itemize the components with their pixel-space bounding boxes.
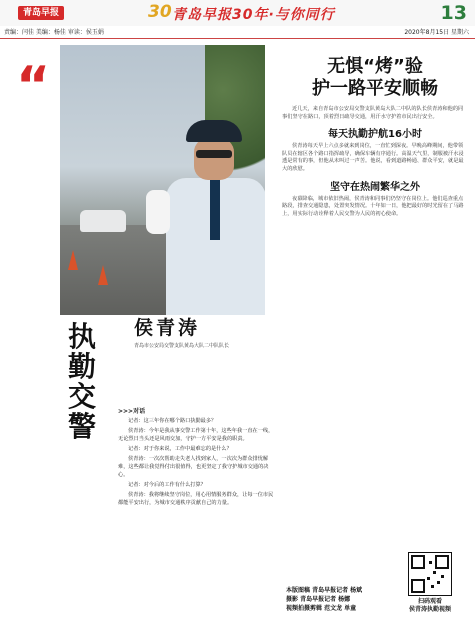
intro-paragraph: 近几天，来自青岛市公安局交警支队黄岛大队二中队的队长侯青涛和他的同事们坚守在路口，顶着烈日疏导交通，用汗水守护着市民出行安全。 bbox=[282, 106, 464, 120]
credit-line: 本版图稿 青岛早报记者 杨斌 bbox=[286, 587, 363, 594]
vertical-title-char: 警 bbox=[67, 410, 96, 443]
editor-bar bbox=[0, 27, 475, 39]
anniversary-slogan: 青岛早报30年·与你同行 bbox=[172, 7, 335, 23]
photo-credits bbox=[286, 586, 406, 613]
traffic-cone-icon bbox=[68, 250, 78, 270]
issue-date: 2020年8月15日 星期六 bbox=[404, 29, 469, 36]
interview-answer: 侯青涛：今年是我从事交警工作第十年，这些年我一直在一线，无论烈日当头还是风雨交加，守护一方平安是我的职责。 bbox=[118, 428, 274, 442]
subject-description: 青岛市公安局交警支队黄岛大队二中队队长 bbox=[134, 343, 230, 349]
credit-line: 视频拍摄剪辑 范文龙 单童 bbox=[286, 605, 357, 612]
headline-line-1: 无惧“烤”验 bbox=[327, 56, 423, 77]
vertical-title bbox=[56, 322, 108, 442]
interview-question: 记者：对今后的工作有什么打算？ bbox=[128, 482, 206, 488]
interview-answer: 侯青涛：一次次帮助走失老人找到家人，一次次为群众排忧解难，这些都让我觉得付出很值得，也更坚定了我守护城市交通的决心。 bbox=[118, 456, 269, 478]
section-heading: 坚守在热闹繁华之外 bbox=[330, 181, 420, 193]
qr-caption: 扫码观看 侯青涛执勤视频 bbox=[408, 598, 451, 613]
officer-photo bbox=[60, 45, 265, 315]
officer-face bbox=[194, 138, 234, 180]
article-body bbox=[282, 143, 468, 173]
vertical-title-char: 执 bbox=[67, 320, 96, 353]
officer-figure bbox=[160, 120, 265, 315]
qr-code-icon[interactable] bbox=[408, 552, 452, 596]
interview-section bbox=[118, 408, 278, 509]
officer-tie bbox=[210, 180, 220, 240]
headline-line-2: 护一路平安顺畅 bbox=[312, 78, 438, 99]
car-shape bbox=[80, 210, 126, 232]
vertical-title-char: 交 bbox=[67, 380, 96, 413]
article-headline bbox=[282, 56, 468, 100]
quote-mark-icon: “ bbox=[16, 56, 51, 116]
subject-name: 侯青涛 bbox=[134, 317, 201, 339]
officer-glasses bbox=[196, 150, 232, 158]
interview-header: >>>对话 bbox=[118, 408, 146, 415]
traffic-cone-icon bbox=[98, 265, 108, 285]
article-body bbox=[282, 196, 468, 219]
masthead-banner bbox=[0, 0, 475, 26]
interview-question: 记者：对于你来说，工作中最难忘的是什么？ bbox=[128, 446, 232, 452]
interview-question: 记者：这三年你在哪个路口执勤最多？ bbox=[128, 418, 217, 424]
body-paragraph: 夜幕降临，城市依旧热闹，侯青涛和同事们仍坚守在岗位上。他们巡查重点路段，排查交通隐患，处置突发情况。十年如一日，他把最好的时光留在了马路上，用实际行动诠释着人民交警为人民的初心使命。 bbox=[282, 195, 464, 217]
vertical-title-char: 勤 bbox=[67, 350, 96, 383]
editor-credits: 责编：闫佳 美编：杨佳 审读：侯玉娟 bbox=[4, 29, 104, 36]
article-column bbox=[282, 56, 468, 218]
interview-answer: 侯青涛：我将继续坚守岗位，用心用情服务群众，让每一位市民都能平安出行，为城市交通秩序贡献自己的力量。 bbox=[118, 492, 274, 506]
body-paragraph: 侯青涛每天早上六点多就来到岗位，一直忙到深夜。早晚高峰期间，他带领队员在辖区各个路口指挥疏导，确保车辆有序通行。高温天气里，制服被汗水浸透是常有的事，但他从未叫过一声苦。他说，看到道路畅通、群众平安，就是最大的欣慰。 bbox=[282, 143, 464, 172]
officer-gloved-hand bbox=[146, 190, 170, 234]
article-intro bbox=[282, 106, 468, 121]
section-heading: 每天执勤护航16小时 bbox=[328, 129, 422, 141]
officer-cap bbox=[186, 120, 242, 142]
page-number: 13 bbox=[440, 2, 467, 24]
anniversary-number: 30 bbox=[148, 2, 172, 22]
newspaper-logo: 青岛早报 bbox=[18, 6, 64, 20]
credit-line: 摄影 青岛早报记者 杨娜 bbox=[286, 596, 351, 603]
subject-name-block bbox=[134, 313, 284, 349]
